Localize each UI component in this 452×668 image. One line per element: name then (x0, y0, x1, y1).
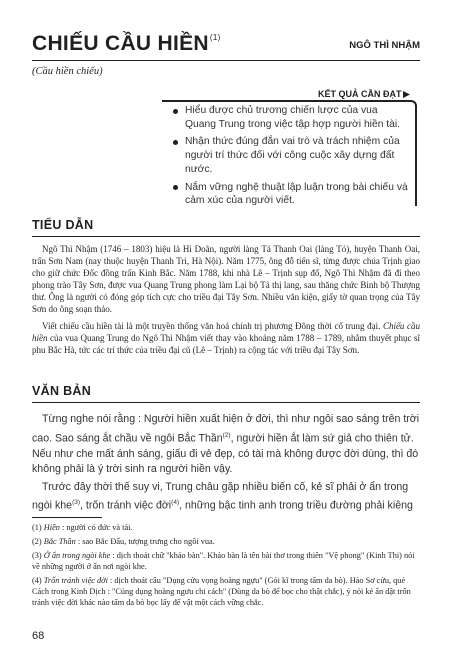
footnotes (32, 522, 420, 611)
goals-list (172, 104, 410, 212)
goals-title: KẾT QUẢ CẦN ĐẠT (318, 89, 402, 99)
footnote-item: (2) Bắc Thần : sao Bắc Đẩu, tượng trưng cho ngôi vua. (32, 537, 215, 546)
header-rule (32, 60, 420, 61)
section-rule (32, 402, 420, 403)
intro-text (32, 243, 420, 361)
goal-item: Hiểu được chủ trương chiến lược của vua Quang Trung trong việc tập hợp người hiền tài. (172, 104, 410, 131)
goals-arrow-icon (402, 90, 411, 99)
title-footnote-mark: (1) (209, 33, 221, 42)
goal-item: Nhận thức đúng đắn vai trò và trách nhiệm của người trí thức đối với công cuộc xây dựng đất nước. (172, 135, 410, 176)
text-paragraph: Trước đây thời thế suy vi, Trung châu gặp nhiều biến cố, kẻ sĩ phải ở ẩn trong ngòi khe$^{(3)}$, trốn tránh việc đời$^{(4)}$, những bậc tinh anh trong triều đường phải kiêng (32, 480, 413, 512)
footnote-rule (32, 517, 102, 518)
lesson-title: CHIẾU CẦU HIỀN$^{(1)}$ (32, 32, 221, 55)
section-rule (32, 236, 420, 237)
lesson-subtitle: (Cầu hiền chiếu) (32, 66, 103, 77)
goal-item: Nắm vững nghệ thuật lập luận trong bài chiếu và cảm xúc của người viết. (172, 181, 410, 208)
footnote-item: (1) Hiền : người có đức và tài. (32, 523, 133, 532)
intro-paragraph: Viết chiếu cầu hiền tài là một truyền thống văn hoá chính trị phương Đông thời cổ trung đại. Chiếu cầu hiền của vua Quang Trung do Ngô Thì Nhậm viết thay vào khoảng năm 1788 – 1789, nhằm thuyết phục sĩ phu Bắc Hà, tức các trí thức của triều đại cũ (Lê – Trịnh) ra cộng tác với triều đại Tây Sơn. (32, 321, 421, 355)
section-heading-tieu-dan: TIỂU DẪN (32, 218, 94, 232)
footnote-item: (4) Trốn tránh việc đời : dịch thoát câu "Dụng cửu vọng hoàng ngựu" (Gói kĩ trong tấm da bò). Hào Sơ cửu, quẻ Cách trong Kinh Dịch : "Củng dụng hoàng ngưu chi cách" (Dùng da bò để bọc cho thật chắc), ý nói kẻ ẩn dật trốn tránh việc đời khác nào tấm da bò bọc lấy để vật một cách vững chắc. (32, 576, 411, 607)
page-number: 68 (32, 630, 45, 642)
section-heading-van-ban: VĂN BẢN (32, 384, 92, 398)
author-name: NGÔ THÌ NHẬM (349, 40, 420, 51)
footnote-item: (3) Ở ẩn trong ngòi khe : dịch thoát chữ "khảo bàn". Khảo bàn là tên bài thơ trong thiên "Vệ phong" (Kinh Thi) nói về những người ở ẩn nơi ngòi khe. (32, 551, 415, 571)
main-text (32, 412, 420, 516)
intro-paragraph: Ngô Thì Nhậm (1746 – 1803) hiệu là Hi Doãn, người làng Tả Thanh Oai (làng Tó), huyện Thanh Oai, trấn Sơn Nam (nay thuộc huyện Thanh Trì, Hà Nội). Năm 1775, ông đỗ tiến sĩ, từng được chúa Trịnh giao cho giữ chức Đốc đồng trấn Kinh Bắc. Năm 1788, khi nhà Lê – Trịnh sụp đổ, Ngô Thì Nhậm đã đi theo phong trào Tây Sơn, được vua Quang Trung phong làm Lại bộ Tả thị lang, sau thăng chức Binh bộ Thượng thư. Ông là người có đóng góp tích cực cho triều đại Tây Sơn. Nhiều văn kiện, giấy tờ quan trọng của Tây Sơn do ông soạn thảo. (32, 244, 420, 314)
text-paragraph: Từng nghe nói rằng : Người hiền xuất hiện ở đời, thì như ngôi sao sáng trên trời cao. Sao sáng ắt chầu về ngôi Bắc Thần$^{(2)}$, người hiền ắt làm sứ giả cho thiên tử. Nếu như che mất ánh sáng, giấu đi vẻ đẹp, có tài mà không được đời dùng, thì đó không phải là ý trời sinh ra người hiền vậy. (32, 413, 420, 476)
